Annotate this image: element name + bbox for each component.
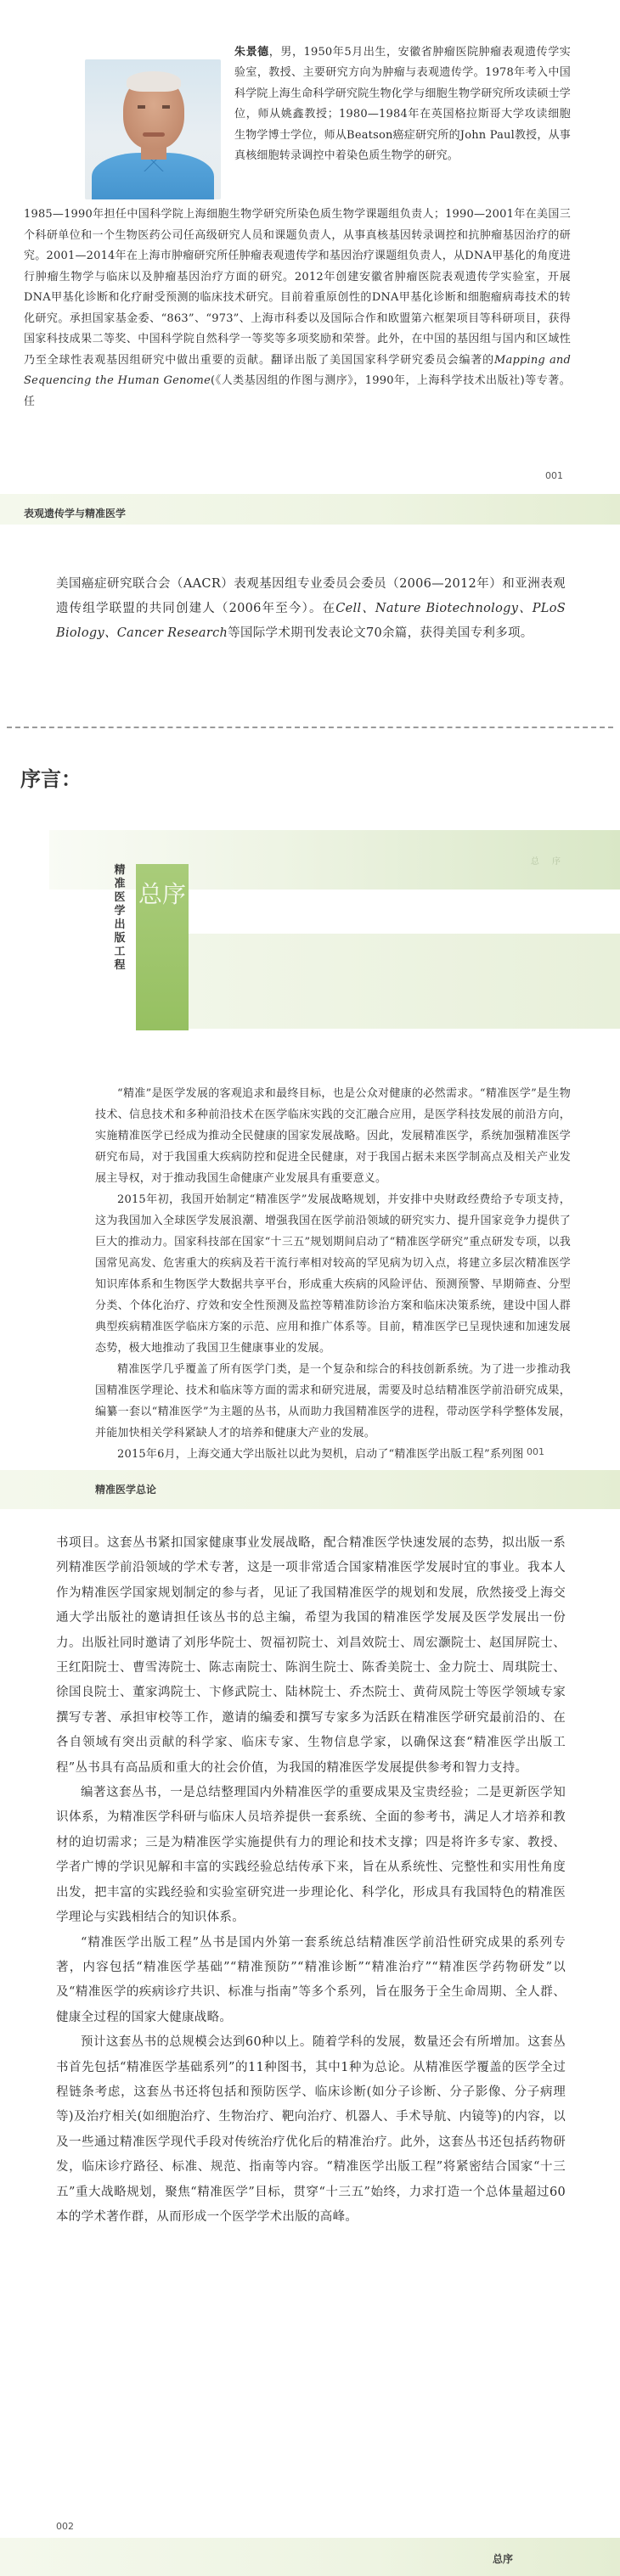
photo-eyes — [138, 105, 170, 109]
series-name-vertical: 精准医学出版工程 — [114, 864, 126, 972]
author-bio-tail: (《人类基因组的作图与测序》，1990年，上海科学技术出版社)等专著。任 — [24, 374, 571, 408]
author-name: 朱景德 — [234, 46, 269, 59]
book-title-en: Mapping and Sequencing the Human Genome — [24, 353, 571, 387]
author-photo — [85, 59, 221, 199]
preface-paragraph: 2015年6月，上海交通大学出版社以此为契机，启动了“精准医学出版工程”系列图 — [117, 1448, 524, 1461]
page-number: 001 — [527, 1446, 544, 1457]
author-bio-body-text: 1985—1990年担任中国科学院上海细胞生物学研究所染色质生物学课题组负责人；1990—2001年在美国三个科研单位和一个生物医药公司任高级研究人员和课题负责人，从事真核基因转录调控和抗肿瘤基因治疗的研究。2001—2014年在上海市肿瘤研究所任肿瘤表观遗传学和基因治疗课题组负责人，从DNA甲基化的角度进行肿瘤生物学与临床以及肿瘤基因治疗方面的研究。2012年创建安徽省肿瘤医院表观遗传学实验室，开展DNA甲基化诊断和化疗耐受预测的临床技术研究。目前着重原创性的DNA甲基化诊断和细胞瘤病毒技术的转化研究。承担国家基金委、“863”、“973”、上海市科委以及国际合作和欧盟第六框架项目等科研项目，获得国家科技成果二等奖、中国科学院自然科学一等奖等多项奖励和荣誉。此外，在中国的基因组与国内和区域性乃至全球性表观基因组研究中做出重要的贡献。翻译出版了美国国家科学研究委员会编著的 — [24, 208, 571, 367]
footer-section-title: 总序 — [493, 2553, 514, 2565]
bio-continued-text-b: 等国际学术期刊发表论文70余篇，获得美国专利多项。 — [228, 626, 533, 640]
preface-paragraph: 2015年初，我国开始制定“精准医学”发展战略规划，并安排中央财政经费给予专项支持，这为我国加入全球医学发展浪潮、增强我国在医学前沿领域的研究实力、提升国家竞争力提供了巨大的推动力。国家科技部在国家“十三五”规划期间启动了“精准医学研究”重点研发专项，以我国常见高发、危害重大的疾病及若干流行率相对较高的罕见病为切入点，将建立多层次精准医学知识库体系和生物医学大数据共享平台，形成重大疾病的风险评估、预测预警、早期筛查、分型分类、个体化治疗、疗效和安全性预测及监控等精准防诊治方案和临床决策系统，建设中国人群典型疾病精准医学临床方案的示范、应用和推广体系等。目前，精准医学已呈现快速和加速发展态势，极大地推动了我国卫生健康事业的发展。 — [95, 1193, 571, 1355]
author-bio-intro — [234, 42, 571, 166]
photo-hair — [127, 71, 181, 92]
journal-list: Cell、Nature Biotechnology、PLoS Biology、Cancer Research — [56, 602, 566, 640]
bio-continued-page — [0, 525, 620, 747]
author-bio-continued — [56, 572, 566, 646]
preface-banner — [49, 830, 620, 890]
preface-paragraph: 预计这套丛书的总规模会达到60种以上。随着学科的发展，数量还会有所增加。这套丛书首先包括“精准医学基础系列”的11种图书，其中1种为总论。从精准医学覆盖的医学全过程链条考虑，这套丛书还将包括和预防医学、临床诊断(如分子诊断、分子影像、分子病理等)及治疗相关(如细胞治疗、生物治疗、靶向治疗、机器人、手术导航、内镜等)的内容，以及一些通过精准医学现代手段对传统治疗优化后的精准治疗。此外，这套丛书还包括药物研发，临床诊疗路径、标准、规范、指南等内容。“精准医学出版工程”将紧密结合国家“十三五”重大战略规划，聚焦“精准医学”目标，贯穿“十三五”始终，力求打造一个总体量超过60本的学术著作群，从而形成一个医学学术出版的高峰。 — [56, 2035, 566, 2224]
page-number: 002 — [56, 2521, 74, 2532]
page-footer-band — [0, 2521, 620, 2576]
preface-title-block — [136, 864, 189, 1030]
preface-paragraph: 书项目。这套丛书紧扣国家健康事业发展战略，配合精准医学快速发展的态势，拟出版一系列精准医学前沿领域的学术专著，这是一项非常适合国家精准医学发展时宜的事业。我本人作为精准医学国家规划制定的参与者，见证了我国精准医学的规划和发展，欣然接受上海交通大学出版社的邀请担任该丛书的总主编，希望为我国的精准医学发展及医学发展出一份力。出版社同时邀请了刘彤华院士、贺福初院士、刘昌效院士、周宏灏院士、赵国屏院士、王红阳院士、曹雪涛院士、陈志南院士、陈润生院士、陈香美院士、金力院士、周琪院士、徐国良院士、董家鸿院士、卞修武院士、陆林院士、乔杰院士、黄荷凤院士等医学领域专家撰写专著、承担审校等工作，邀请的编委和撰写专家多为活跃在精准医学研究最前沿的、在各自领域有突出贡献的科学家、临床专家、生物信息学家，以确保这套“精准医学出版工程”丛书具有高品质和重大的社会价值，为我国的精准医学发展提供参考和智力支持。 — [56, 1536, 566, 1775]
decorative-strip — [189, 934, 620, 1029]
preface-page — [0, 747, 620, 1509]
author-bio-intro-text: ，男，1950年5月出生，安徽省肿瘤医院肿瘤表观遗传学实验室，教授、主要研究方向为肿瘤与表观遗传学。1978年考入中国科学院上海生命科学研究院生物化学与细胞生物学研究所攻读硕士学位，师从姚鑫教授；1980—1984年在英国格拉斯哥大学攻读细胞生物学博士学位，师从Beatson癌症研究所的John Paul教授，从事真核细胞转录调控中着染色质生物学的研究。 — [234, 46, 572, 163]
author-bio-body — [24, 205, 571, 412]
footer-book-title: 表观遗传学与精准医学 — [24, 508, 127, 519]
preface-continued-body — [56, 1531, 566, 2230]
section-divider — [7, 727, 613, 728]
page-footer-band — [0, 470, 620, 525]
banner-text: 总 序 — [530, 857, 566, 867]
preface-continued-page — [0, 1509, 620, 2576]
preface-paragraph: 精准医学几乎覆盖了所有医学门类，是一个复杂和综合的科技创新系统。为了进一步推动我国精准医学理论、技术和临床等方面的需求和研究进展，需要及时总结精准医学前沿研究成果，编纂一套以“精准医学”为主题的丛书，从而助力我国精准医学的进程，带动医学科学整体发展，并能加快相关学科紧缺人才的培养和健康大产业的发展。 — [95, 1363, 571, 1440]
page-number: 001 — [545, 470, 563, 481]
footer-book-title: 精准医学总论 — [95, 1484, 157, 1496]
preface-paragraph: “精准医学出版工程”丛书是国内外第一套系统总结精准医学前沿性研究成果的系列专著，内容包括“精准医学基础”“精准预防”“精准诊断”“精准治疗”“精准医学药物研发”以及“精准医学的疾病诊疗共识、标准与指南”等多个系列，旨在服务于全生命周期、全人群、健康全过程的国家大健康战略。 — [56, 1935, 566, 2024]
bio-page — [0, 0, 620, 525]
preface-heading: 序言： — [20, 767, 82, 791]
preface-body — [95, 1083, 571, 1465]
preface-paragraph: “精准”是医学发展的客观追求和最终目标，也是公众对健康的必然需求。“精准医学”是生物技术、信息技术和多种前沿技术在医学临床实践的交汇融合应用，是医学科技发展的前沿方向，实施精准医学已经成为推动全民健康的国家发展战略。因此，发展精准医学，系统加强精准医学研究布局，对于我国重大疾病防控和促进全民健康，对于我国占据未来医学制高点及相关产业发展主导权，对于推动我国生命健康产业发展具有重要意义。 — [95, 1087, 571, 1185]
photo-mouth — [143, 132, 165, 137]
bio-continued-text-a: 美国癌症研究联合会（AACR）表观基因组专业委员会委员（2006—2012年）和亚洲表观遗传组学联盟的共同创建人（2006年至今）。在 — [56, 577, 566, 615]
preface-title: 总序 — [138, 880, 186, 908]
preface-paragraph: 编著这套丛书，一是总结整理国内外精准医学的重要成果及宝贵经验；二是更新医学知识体系，为精准医学科研与临床人员培养提供一套系统、全面的参考书，满足人才培养和教材的迫切需求；三是为精准医学实施提供有力的理论和技术支撑；四是将许多专家、教授、学者广博的学识见解和丰富的实践经验总结传承下来，旨在从系统性、完整性和实用性角度出发，把丰富的实践经验和实验室研究进一步理论化、科学化，形成具有我国特色的精准医学理论与实践相结合的知识体系。 — [56, 1786, 566, 1925]
